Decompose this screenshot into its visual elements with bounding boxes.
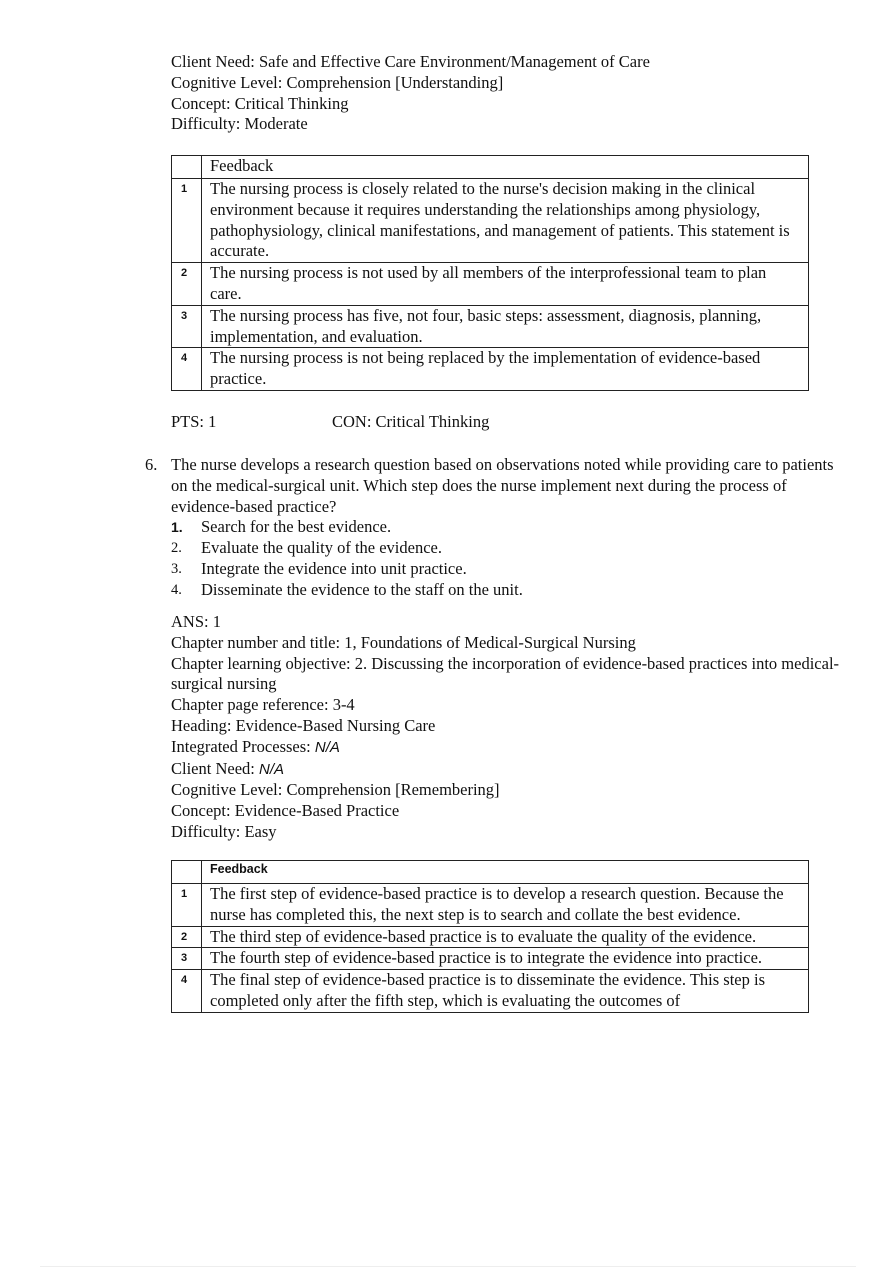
integrated-processes-value: N/A [314,738,340,756]
option-number: 1. [171,519,183,536]
feedback-table-2 [171,860,809,1013]
difficulty-line: Difficulty: Moderate [171,114,308,134]
feedback-header-row [172,861,809,884]
feedback-row [172,948,809,970]
feedback-row-text: The nursing process is not used by all members of the interprofessional team to plan care. [202,263,809,306]
feedback-row [172,348,809,391]
client-need-line: Client Need: Safe and Effective Care Environment/Management of Care [171,52,650,71]
feedback-row [172,970,809,1013]
header-blank-cell [172,861,202,884]
feedback-header: Feedback [202,156,809,179]
concept-line: Concept: Evidence-Based Practice [171,801,400,821]
integrated-processes-label: Integrated Processes: [171,736,315,756]
points-label: PTS: 1 [171,412,217,431]
feedback-row-text: The third step of evidence-based practice is to evaluate the quality of the evidence. [202,926,809,948]
feedback-row-text: The first step of evidence-based practice is to develop a research question. Because the nurse has completed this, the next step is to search and collate the best evidence. [202,884,809,927]
answer-option [171,517,845,538]
feedback-row [172,305,809,348]
client-need-value: N/A [258,760,284,778]
feedback-row-text: The nursing process has five, not four, basic steps: assessment, diagnosis, planning, implementation, and evaluation. [202,305,809,348]
points-line [171,412,490,433]
heading-line: Heading: Evidence-Based Nursing Care [171,715,436,735]
feedback-row [172,263,809,306]
option-number: 3. [171,561,182,578]
answer-metadata [171,612,841,843]
answer-option [171,538,845,559]
client-need-label: Client Need: [171,758,259,778]
answer-option [171,559,845,580]
question-stem: The nurse develops a research question based on observations noted while providing care to patients on the medical-surgical unit. Which step does the nurse implement next during the process of evidence-based practice? [171,455,834,516]
header-blank-cell [172,156,202,179]
feedback-row-number: 1 [172,179,202,263]
feedback-row-text: The fourth step of evidence-based practice is to integrate the evidence into practice. [202,948,809,970]
feedback-row-number: 4 [172,970,202,1013]
feedback-row-number: 2 [172,926,202,948]
option-text: Disseminate the evidence to the staff on the unit. [201,580,523,600]
feedback-header-row [172,156,809,179]
page-bottom-rule [40,1266,856,1267]
question-metadata-top [171,52,650,135]
option-text: Integrate the evidence into unit practice. [201,559,467,579]
question-6 [145,455,845,601]
option-number: 4. [171,582,182,599]
feedback-row-number: 1 [172,884,202,927]
feedback-row [172,884,809,927]
cognitive-level-line: Cognitive Level: Comprehension [Understanding] [171,72,504,92]
chapter-title-line: Chapter number and title: 1, Foundations of Medical-Surgical Nursing [171,632,636,652]
feedback-row-number: 4 [172,348,202,391]
question-number: 6. [145,455,158,474]
option-number: 2. [171,540,182,557]
page-reference-line: Chapter page reference: 3-4 [171,695,355,715]
feedback-table-1 [171,155,809,391]
feedback-row-number: 3 [172,305,202,348]
feedback-row-text: The final step of evidence-based practice is to disseminate the evidence. This step is completed only after the fifth step, which is evaluating the outcomes of [202,970,809,1013]
answer-options [171,517,845,601]
integrated-processes-line [171,737,841,759]
feedback-row-number: 3 [172,948,202,970]
feedback-header: Feedback [202,861,809,884]
option-text: Evaluate the quality of the evidence. [201,538,442,558]
option-text: Search for the best evidence. [201,517,392,537]
difficulty-line: Difficulty: Easy [171,821,277,841]
cognitive-level-line: Cognitive Level: Comprehension [Remembering] [171,780,500,800]
feedback-row-number: 2 [172,263,202,306]
concept-line: Concept: Critical Thinking [171,93,349,113]
answer-option [171,580,845,601]
answer-line: ANS: 1 [171,612,221,631]
feedback-row-text: The nursing process is closely related to the nurse's decision making in the clinical environment because it requires understanding the relationships among physiology, pathophysiology, clinical manifestations, and management of patients. This statement is accurate. [202,179,809,263]
learning-objective-line: Chapter learning objective: 2. Discussing the incorporation of evidence-based practices into medical-surgical nursing [171,653,840,694]
client-need-line [171,759,841,781]
concept-tag: CON: Critical Thinking [332,412,490,431]
feedback-row-text: The nursing process is not being replaced by the implementation of evidence-based practice. [202,348,809,391]
feedback-row [172,179,809,263]
feedback-row [172,926,809,948]
